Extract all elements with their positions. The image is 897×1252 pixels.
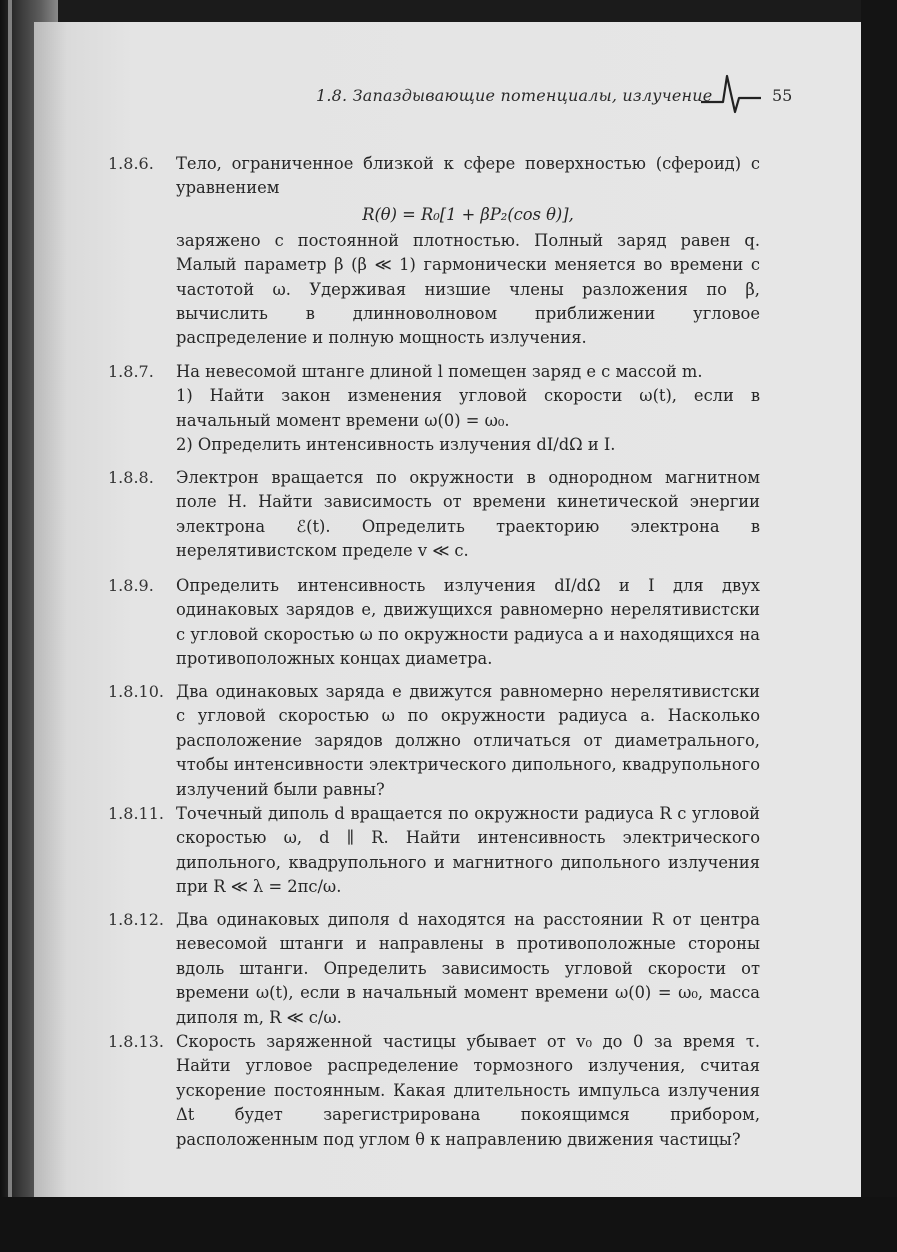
problem-number: 1.8.11. bbox=[108, 804, 164, 823]
wave-pulse-icon bbox=[701, 68, 761, 122]
problem-text: Точечный диполь d вращается по окружности радиуса R с угловой скоростью ω, d ∥ R. Найти интенсивность электрического дипольного, квадрупольного и магнитного дипольного излучения при R ≪ λ = 2πc/ω. bbox=[176, 804, 760, 897]
problem-1-8-10 bbox=[108, 680, 760, 802]
problem-1-8-8 bbox=[108, 466, 760, 564]
problem-text: На невесомой штанге длиной l помещен заряд e с массой m. bbox=[176, 362, 703, 381]
problem-number: 1.8.7. bbox=[108, 362, 154, 381]
formula: R(θ) = R₀[1 + βP₂(cos θ)], bbox=[362, 204, 574, 224]
page-number: 55 bbox=[772, 86, 793, 105]
problem-step-1: 1) Найти закон изменения угловой скорости ω(t), если в начальный момент времени ω(0) = ω₀. bbox=[176, 386, 760, 430]
problem-number: 1.8.8. bbox=[108, 468, 154, 487]
problem-1-8-13 bbox=[108, 1030, 760, 1152]
problem-number: 1.8.6. bbox=[108, 154, 154, 173]
problem-1-8-12 bbox=[108, 908, 760, 1030]
problem-text: Два одинаковых заряда e движутся равномерно нерелятивистски с угловой скоростью ω по окружности радиуса a. Насколько расположение зарядов должно отличаться от диаметрального, чтобы интенсивности электрического дипольного, квадрупольного излучений были равны? bbox=[176, 682, 760, 799]
problem-text: Скорость заряженной частицы убывает от v₀ до 0 за время τ. Найти угловое распределение тормозного излучения, считая ускорение постоянным. Какая длительность импульса излучения Δt будет зарегистрирована покоящимся прибором, расположенным под углом θ к направлению движения частицы? bbox=[176, 1032, 760, 1149]
problem-1-8-11 bbox=[108, 802, 760, 900]
problem-text: Электрон вращается по окружности в однородном магнитном поле H. Найти зависимость от времени кинетической энергии электрона ℰ(t). Определить траекторию электрона в нерелятивистском пределе v ≪ c. bbox=[176, 468, 760, 561]
problem-step-2: 2) Определить интенсивность излучения dI/dΩ и I. bbox=[176, 435, 616, 455]
problem-number: 1.8.10. bbox=[108, 682, 164, 701]
problem-text-continued: заряжено с постоянной плотностью. Полный заряд равен q. Малый параметр β (β ≪ 1) гармонически меняется во времени с частотой ω. Удерживая низшие члены разложения по β, вычислить в длинноволновом приближении угловое распределение и полную мощность излучения. bbox=[176, 230, 760, 348]
problem-1-8-9 bbox=[108, 574, 760, 672]
problem-text: Определить интенсивность излучения dI/dΩ и I для двух одинаковых зарядов e, движущихся равномерно нерелятивистски с угловой скоростью ω по окружности радиуса a и находящихся на противоположных концах диаметра. bbox=[176, 576, 760, 669]
problem-number: 1.8.9. bbox=[108, 576, 154, 595]
problem-number: 1.8.13. bbox=[108, 1032, 164, 1051]
background-right bbox=[861, 0, 897, 1252]
problem-number: 1.8.12. bbox=[108, 910, 164, 929]
running-header bbox=[316, 84, 796, 112]
problem-1-8-6 bbox=[108, 152, 760, 351]
spine-edge bbox=[8, 0, 12, 1252]
problem-text: Тело, ограниченное близкой к сфере поверхностью (сфероид) с уравнением bbox=[176, 154, 760, 198]
background-bottom bbox=[0, 1197, 897, 1252]
problem-text: Два одинаковых диполя d находятся на расстоянии R от центра невесомой штанги и направлены в противоположные стороны вдоль штанги. Определить зависимость угловой скорости от времени ω(t), если в начальный момент времени ω(0) = ω₀, масса диполя m, R ≪ c/ω. bbox=[176, 910, 760, 1027]
chapter-title: 1.8. Запаздывающие потенциалы, излучение bbox=[316, 86, 713, 105]
problem-1-8-7 bbox=[108, 360, 760, 458]
